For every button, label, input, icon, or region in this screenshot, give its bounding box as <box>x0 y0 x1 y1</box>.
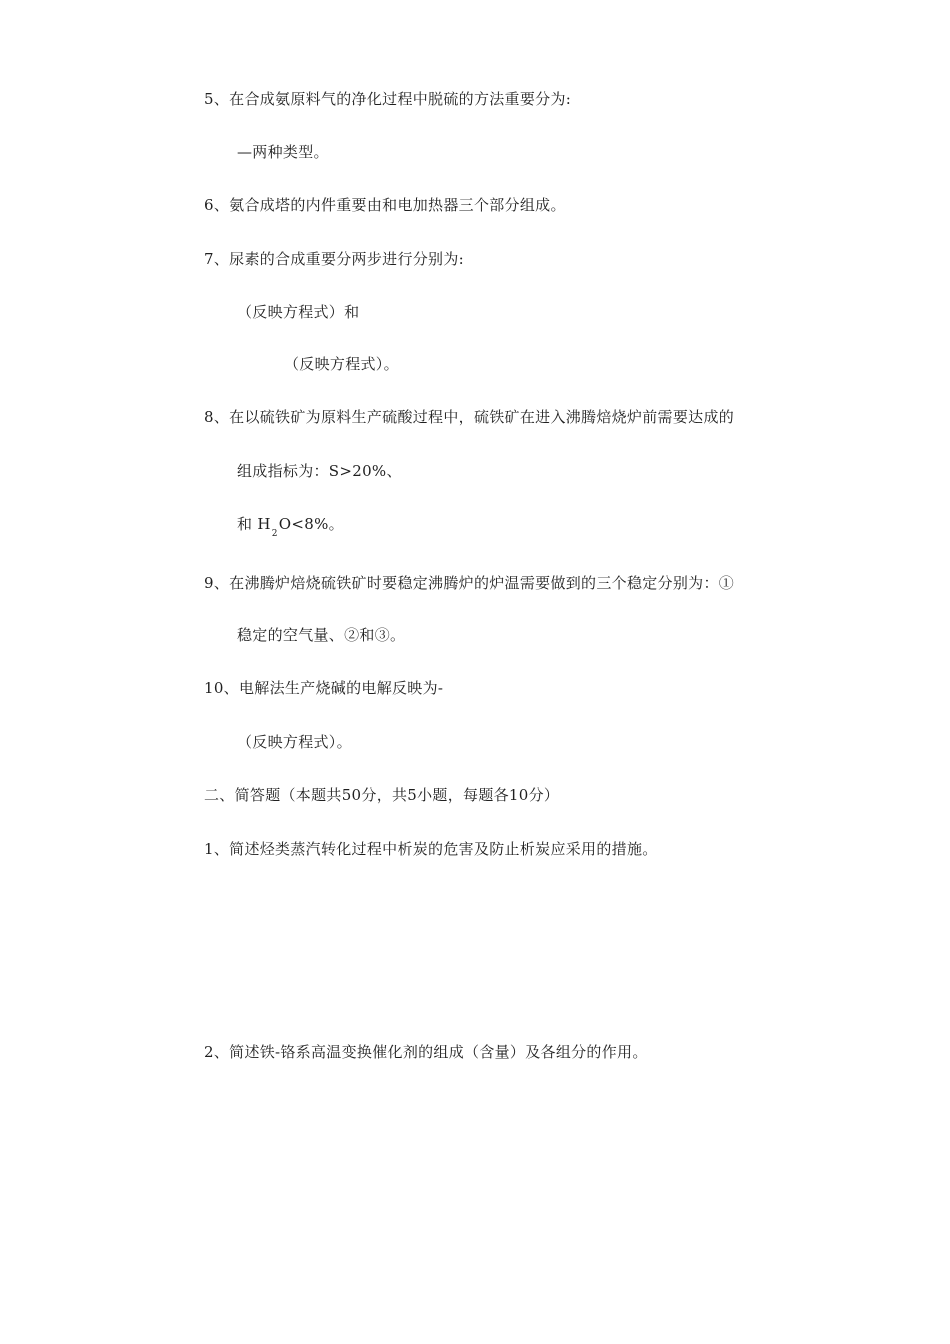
question-5-line-1: 5、在合成氨原料气的净化过程中脱硫的方法重要分为: <box>204 90 572 108</box>
question-8-line-2: 组成指标为：S>20%、 <box>237 462 402 480</box>
question-7-line-2: （反映方程式）和 <box>237 303 360 321</box>
short-answer-2: 2、简述铁-铬系高温变换催化剂的组成（含量）及各组分的作用。 <box>204 1043 648 1061</box>
question-10-line-2: （反映方程式）。 <box>237 733 352 751</box>
question-9-line-1: 9、在沸腾炉焙烧硫铁矿时要稳定沸腾炉的炉温需要做到的三个稳定分别为：① <box>204 574 735 592</box>
question-9-line-2: 稳定的空气量、②和③。 <box>237 626 406 644</box>
short-answer-1: 1、简述烃类蒸汽转化过程中析炭的危害及防止析炭应采用的措施。 <box>204 840 658 858</box>
question-8-line-3-prefix: 和 H <box>237 515 271 533</box>
question-8-line-3-suffix: O<8%。 <box>278 515 344 533</box>
question-6: 6、氨合成塔的内件重要由和电加热器三个部分组成。 <box>204 196 566 214</box>
question-10-line-1: 10、电解法生产烧碱的电解反映为- <box>204 679 444 697</box>
question-7-line-1: 7、尿素的合成重要分两步进行分别为: <box>204 250 464 268</box>
section-2-heading: 二、简答题（本题共50分，共5小题，每题各10分） <box>204 786 560 804</box>
subscript-2: 2 <box>271 529 278 539</box>
question-8-line-3 <box>237 514 344 537</box>
question-5-line-2: —两种类型。 <box>237 143 329 161</box>
question-8-line-1: 8、在以硫铁矿为原料生产硫酸过程中，硫铁矿在进入沸腾焙烧炉前需要达成的 <box>204 408 735 426</box>
question-7-line-3: （反映方程式）。 <box>284 355 399 373</box>
